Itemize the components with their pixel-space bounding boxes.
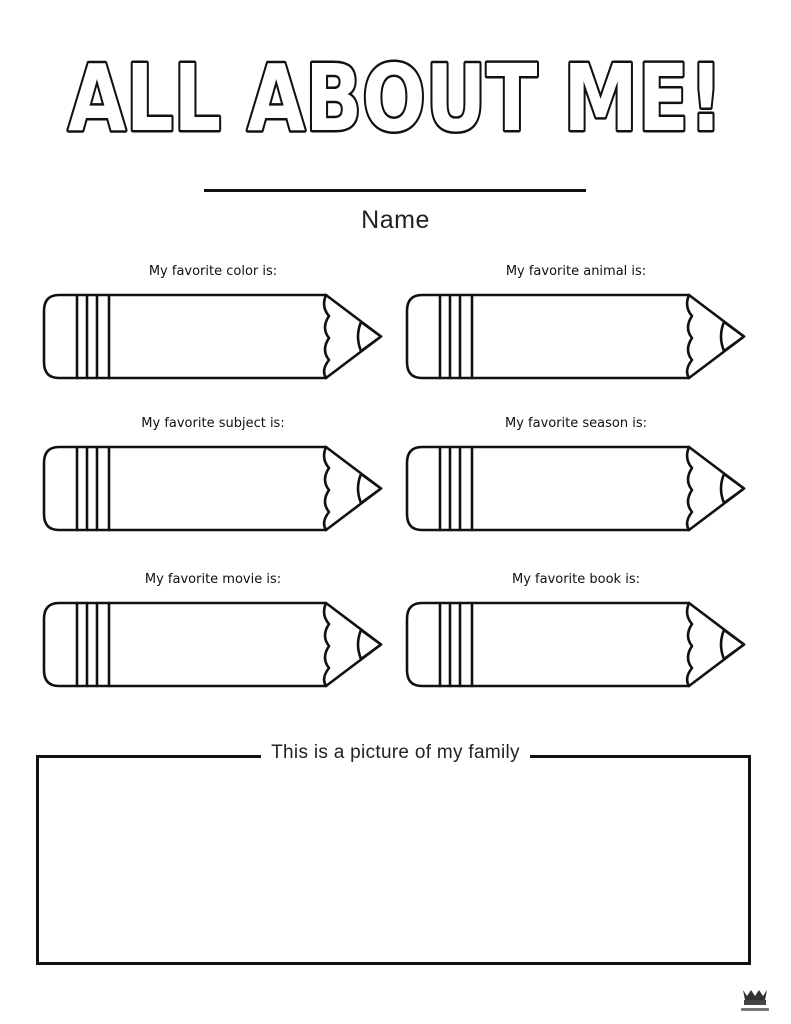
family-picture-box[interactable] [36,755,751,965]
prompt-season: My favorite season is: [504,416,648,431]
name-label: Name [361,206,430,234]
prompt-movie: My favorite movie is: [144,572,282,587]
family-label: This is a picture of my family [261,742,530,763]
pencil-subject-answer[interactable] [41,444,384,534]
prompt-animal: My favorite animal is: [505,264,647,279]
pencil-color-answer[interactable] [41,292,384,382]
pencil-book-answer[interactable] [404,600,747,690]
pencil-movie-answer[interactable] [41,600,384,690]
page-title [0,38,791,148]
printabulls-logo [735,986,775,1016]
pencil-animal-answer[interactable] [404,292,747,382]
pencil-season-answer[interactable] [404,444,747,534]
prompt-subject: My favorite subject is: [141,416,285,431]
name-line[interactable] [204,189,586,192]
prompt-color: My favorite color is: [148,264,278,279]
page-title-text: ALL ABOUT ME! [68,45,723,148]
prompt-book: My favorite book is: [511,572,640,587]
